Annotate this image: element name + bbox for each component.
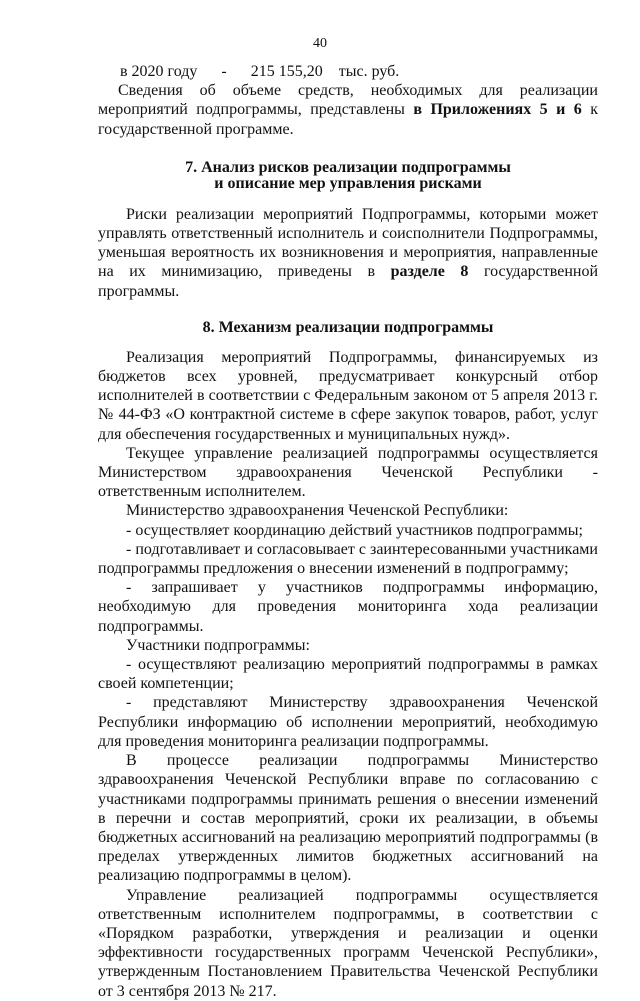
funding-year: в 2020 году: [120, 63, 198, 80]
ministry-item: - запрашивает у участников подпрограммы информацию, необходимую для проведения мониторинга хода реализации подпрограммы.: [98, 579, 598, 635]
section-8-paragraph-1: Реализация мероприятий Подпрограммы, финансируемых из бюджетов всех уровней, предусматривает конкурсный отбор исполнителей в соответствии с Федеральным законом от 5 апреля 2013 г. № 44-ФЗ «О контрактной системе в сфере закупок товаров, работ, услуг для обеспечения государственных и муниципальных нужд».: [98, 348, 598, 443]
section-8-paragraph-2: Текущее управление реализацией подпрограммы осуществляется Министерством здравоохранения Чеченской Республики - ответственным исполнителем.: [98, 444, 598, 501]
section-8-paragraph-3: В процессе реализации подпрограммы Министерство здравоохранения Чеченской Республики вправе по согласованию с участниками подпрограммы принимать решения о внесении изменений в перечни и состав мероприятий, сроки их реализации, в объемы бюджетных ассигнований на реализацию мероприятий подпрограммы (в пределах утвержденных лимитов бюджетных ассигнований на реализацию подпрограммы в целом).: [98, 752, 598, 885]
ministry-item: - осуществляет координацию действий участников подпрограммы;: [126, 521, 583, 539]
section-8-paragraph-4: Управление реализацией подпрограммы осуществляется ответственным исполнителем подпрограммы, в соответствии с «Порядком разработки, утверждения и реализации и оценки эффективности государственных программ Чеченской Республики», утвержденным Постановлением Правительства Чеченской Республики от 3 сентября 2013 № 217.: [98, 886, 598, 1000]
participants-heading: Участники подпрограммы:: [126, 636, 310, 654]
section-8-reference: разделе 8: [390, 263, 469, 281]
section-7-title-line-1: 7. Анализ рисков реализации подпрограммы: [185, 158, 511, 176]
page-number: 40: [313, 36, 327, 51]
participants-item: - представляют Министерству здравоохранения Чеченской Республики информацию об исполнении мероприятий, необходимую для проведения мониторинга реализации подпрограммы.: [98, 694, 598, 750]
section-7-title-line-2: и описание мер управления рисками: [214, 174, 482, 192]
funding-amount: 215 155,20: [250, 63, 323, 80]
section-8-heading: 8. Механизм реализации подпрограммы: [202, 318, 494, 336]
funding-year-line: [120, 62, 598, 81]
section-7-heading: [98, 160, 598, 192]
appendix-reference: в Приложениях 5 и 6: [413, 101, 582, 119]
section-7-paragraph: Риски реализации мероприятий Подпрограммы, которыми может управлять ответственный исполнитель и соисполнители Подпрограммы, уменьшая вероятность их возникновения и мероприятия, направленные на их минимизацию, приведены в разделе 8 государственной программы.: [98, 205, 599, 300]
ministry-item: - подготавливает и согласовывает с заинтересованными участниками подпрограммы предложения о внесении изменений в подпрограмму;: [98, 540, 598, 578]
page-body: [98, 62, 598, 1001]
funding-unit: тыс. руб.: [338, 63, 400, 80]
funding-dash: -: [221, 63, 227, 80]
ministry-heading: Министерство здравоохранения Чеченской Республики:: [126, 502, 509, 520]
appendix-paragraph: Сведения об объеме средств, необходимых для реализации мероприятий подпрограммы, представлены в Приложениях 5 и 6 к государственной программе.: [98, 82, 598, 138]
participants-item: - осуществляют реализацию мероприятий подпрограммы в рамках своей компетенции;: [98, 656, 598, 693]
